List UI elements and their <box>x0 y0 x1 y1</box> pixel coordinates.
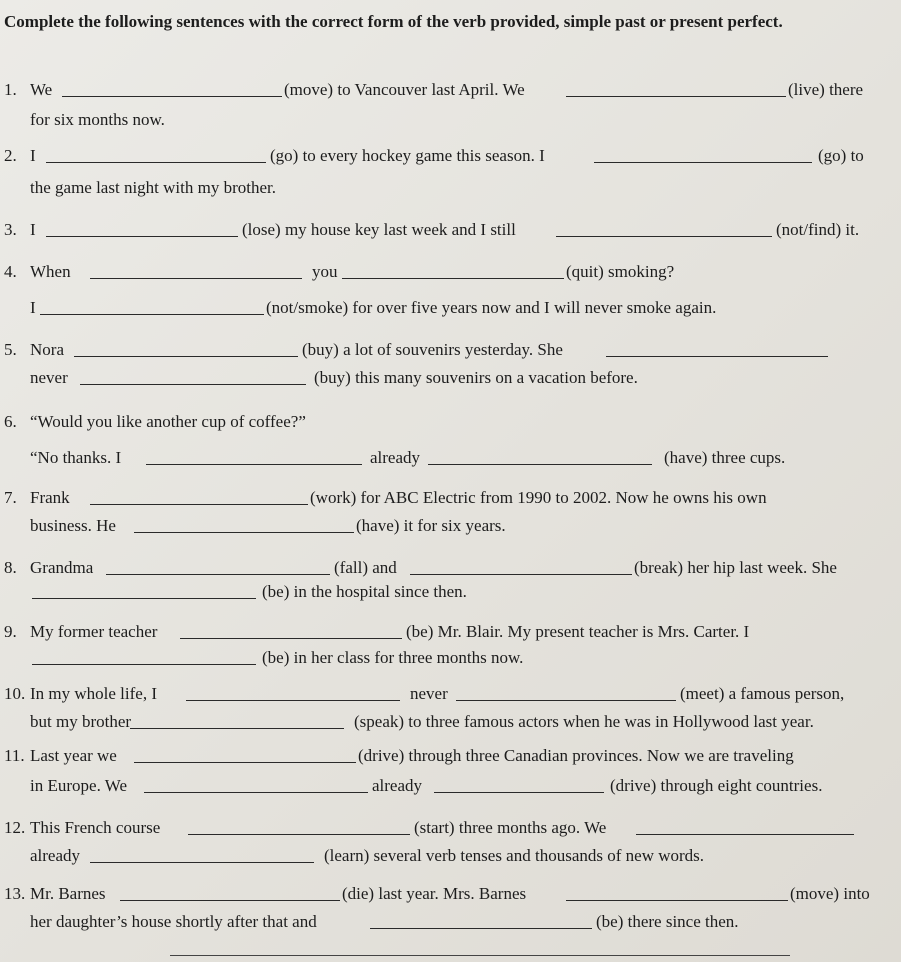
answer-blank[interactable] <box>74 356 298 357</box>
sentence-text: (buy) a lot of souvenirs yesterday. She <box>302 340 563 359</box>
sentence-text: (drive) through three Canadian provinces. Now we are traveling <box>358 746 794 765</box>
sentence-text: (be) in the hospital since then. <box>262 582 467 601</box>
sentence-text: in Europe. We <box>30 776 127 795</box>
answer-blank[interactable] <box>106 574 330 575</box>
sentence-text: (learn) several verb tenses and thousands of new words. <box>324 846 705 865</box>
answer-blank[interactable] <box>90 862 314 863</box>
answer-blank[interactable] <box>370 928 592 929</box>
item-number: 3. <box>4 220 17 239</box>
sentence-text: (be) Mr. Blair. My present teacher is Mrs. Carter. I <box>406 622 750 641</box>
sentence-text: When <box>30 262 71 281</box>
sentence-text: Frank <box>30 488 70 507</box>
answer-blank[interactable] <box>80 384 306 385</box>
sentence-text: (go) to <box>818 146 864 165</box>
sentence-text: already <box>372 776 423 795</box>
answer-blank[interactable] <box>134 762 356 763</box>
answer-blank[interactable] <box>566 96 786 97</box>
answer-blank[interactable] <box>46 162 266 163</box>
answer-blank[interactable] <box>90 278 302 279</box>
item-number: 1. <box>4 80 17 99</box>
sentence-text: (buy) this many souvenirs on a vacation before. <box>314 368 638 387</box>
sentence-text: you <box>312 262 338 281</box>
sentence-text: “No thanks. I <box>30 448 122 467</box>
sentence-text: but my brother <box>30 712 132 731</box>
sentence-text: (go) to every hockey game this season. I <box>270 146 545 165</box>
answer-blank[interactable] <box>90 504 308 505</box>
sentence-text: (have) three cups. <box>664 448 786 467</box>
item-number: 9. <box>4 622 17 641</box>
sentence-text: I <box>30 146 36 165</box>
sentence-text: (meet) a famous person, <box>680 684 845 703</box>
sentence-text: (work) for ABC Electric from 1990 to 2002. Now he owns his own <box>310 488 767 507</box>
sentence-text: I <box>30 220 36 239</box>
sentence-text: Nora <box>30 340 64 359</box>
sentence-text: already <box>30 846 81 865</box>
answer-blank[interactable] <box>130 728 344 729</box>
answer-blank[interactable] <box>434 792 604 793</box>
answer-blank[interactable] <box>556 236 772 237</box>
sentence-text: I <box>30 298 36 317</box>
bottom-divider <box>170 955 790 956</box>
sentence-text: (not/find) it. <box>776 220 860 239</box>
item-number: 10. <box>4 684 26 703</box>
answer-blank[interactable] <box>410 574 632 575</box>
answer-blank[interactable] <box>594 162 812 163</box>
sentence-text: already <box>370 448 421 467</box>
sentence-text: We <box>30 80 53 99</box>
sentence-text: never <box>410 684 448 703</box>
sentence-text: (fall) and <box>334 558 397 577</box>
answer-blank[interactable] <box>46 236 238 237</box>
sentence-text: never <box>30 368 68 387</box>
sentence-text: Mr. Barnes <box>30 884 106 903</box>
answer-blank[interactable] <box>456 700 676 701</box>
item-number: 11. <box>4 746 25 765</box>
sentence-text: This French course <box>30 818 161 837</box>
sentence-text: (quit) smoking? <box>566 262 675 281</box>
sentence-text: (die) last year. Mrs. Barnes <box>342 884 527 903</box>
answer-blank[interactable] <box>180 638 402 639</box>
item-number: 5. <box>4 340 17 359</box>
item-number: 6. <box>4 412 17 431</box>
answer-blank[interactable] <box>606 356 828 357</box>
sentence-text: (have) it for six years. <box>356 516 506 535</box>
answer-blank[interactable] <box>120 900 340 901</box>
sentence-text: (not/smoke) for over five years now and I will never smoke again. <box>266 298 717 317</box>
sentence-text: (live) there <box>788 80 864 99</box>
sentence-text: In my whole life, I <box>30 684 157 703</box>
sentence-text: (drive) through eight countries. <box>610 776 823 795</box>
item-number: 13. <box>4 884 26 903</box>
item-number: 4. <box>4 262 17 281</box>
sentence-text: My former teacher <box>30 622 158 641</box>
sentence-text: her daughter’s house shortly after that and <box>30 912 317 931</box>
answer-blank[interactable] <box>144 792 368 793</box>
sentence-text: (start) three months ago. We <box>414 818 607 837</box>
item-number: 7. <box>4 488 17 507</box>
answer-blank[interactable] <box>146 464 362 465</box>
answer-blank[interactable] <box>342 278 564 279</box>
item-number: 12. <box>4 818 26 837</box>
answer-blank[interactable] <box>428 464 652 465</box>
answer-blank[interactable] <box>134 532 354 533</box>
sentence-text: for six months now. <box>30 110 165 129</box>
answer-blank[interactable] <box>636 834 854 835</box>
sentence-text: Grandma <box>30 558 94 577</box>
answer-blank[interactable] <box>188 834 410 835</box>
answer-blank[interactable] <box>40 314 264 315</box>
sentence-text: (lose) my house key last week and I still <box>242 220 516 239</box>
sentence-text: (speak) to three famous actors when he was in Hollywood last year. <box>354 712 814 731</box>
sentence-text: (be) in her class for three months now. <box>262 648 524 667</box>
answer-blank[interactable] <box>566 900 788 901</box>
sentence-text: (break) her hip last week. She <box>634 558 837 577</box>
answer-blank[interactable] <box>32 664 256 665</box>
sentence-text: (be) there since then. <box>596 912 739 931</box>
item-number: 2. <box>4 146 17 165</box>
answer-blank[interactable] <box>186 700 400 701</box>
item-number: 8. <box>4 558 17 577</box>
sentence-text: “Would you like another cup of coffee?” <box>30 412 306 431</box>
sentence-text: (move) to Vancouver last April. We <box>284 80 525 99</box>
answer-blank[interactable] <box>32 598 256 599</box>
sentence-text: Last year we <box>30 746 117 765</box>
answer-blank[interactable] <box>62 96 282 97</box>
sentence-text: the game last night with my brother. <box>30 178 276 197</box>
sentence-text: business. He <box>30 516 116 535</box>
sentence-text: (move) into <box>790 884 870 903</box>
instructions: Complete the following sentences with the correct form of the verb provided, simple past or present perfect. <box>4 12 783 31</box>
